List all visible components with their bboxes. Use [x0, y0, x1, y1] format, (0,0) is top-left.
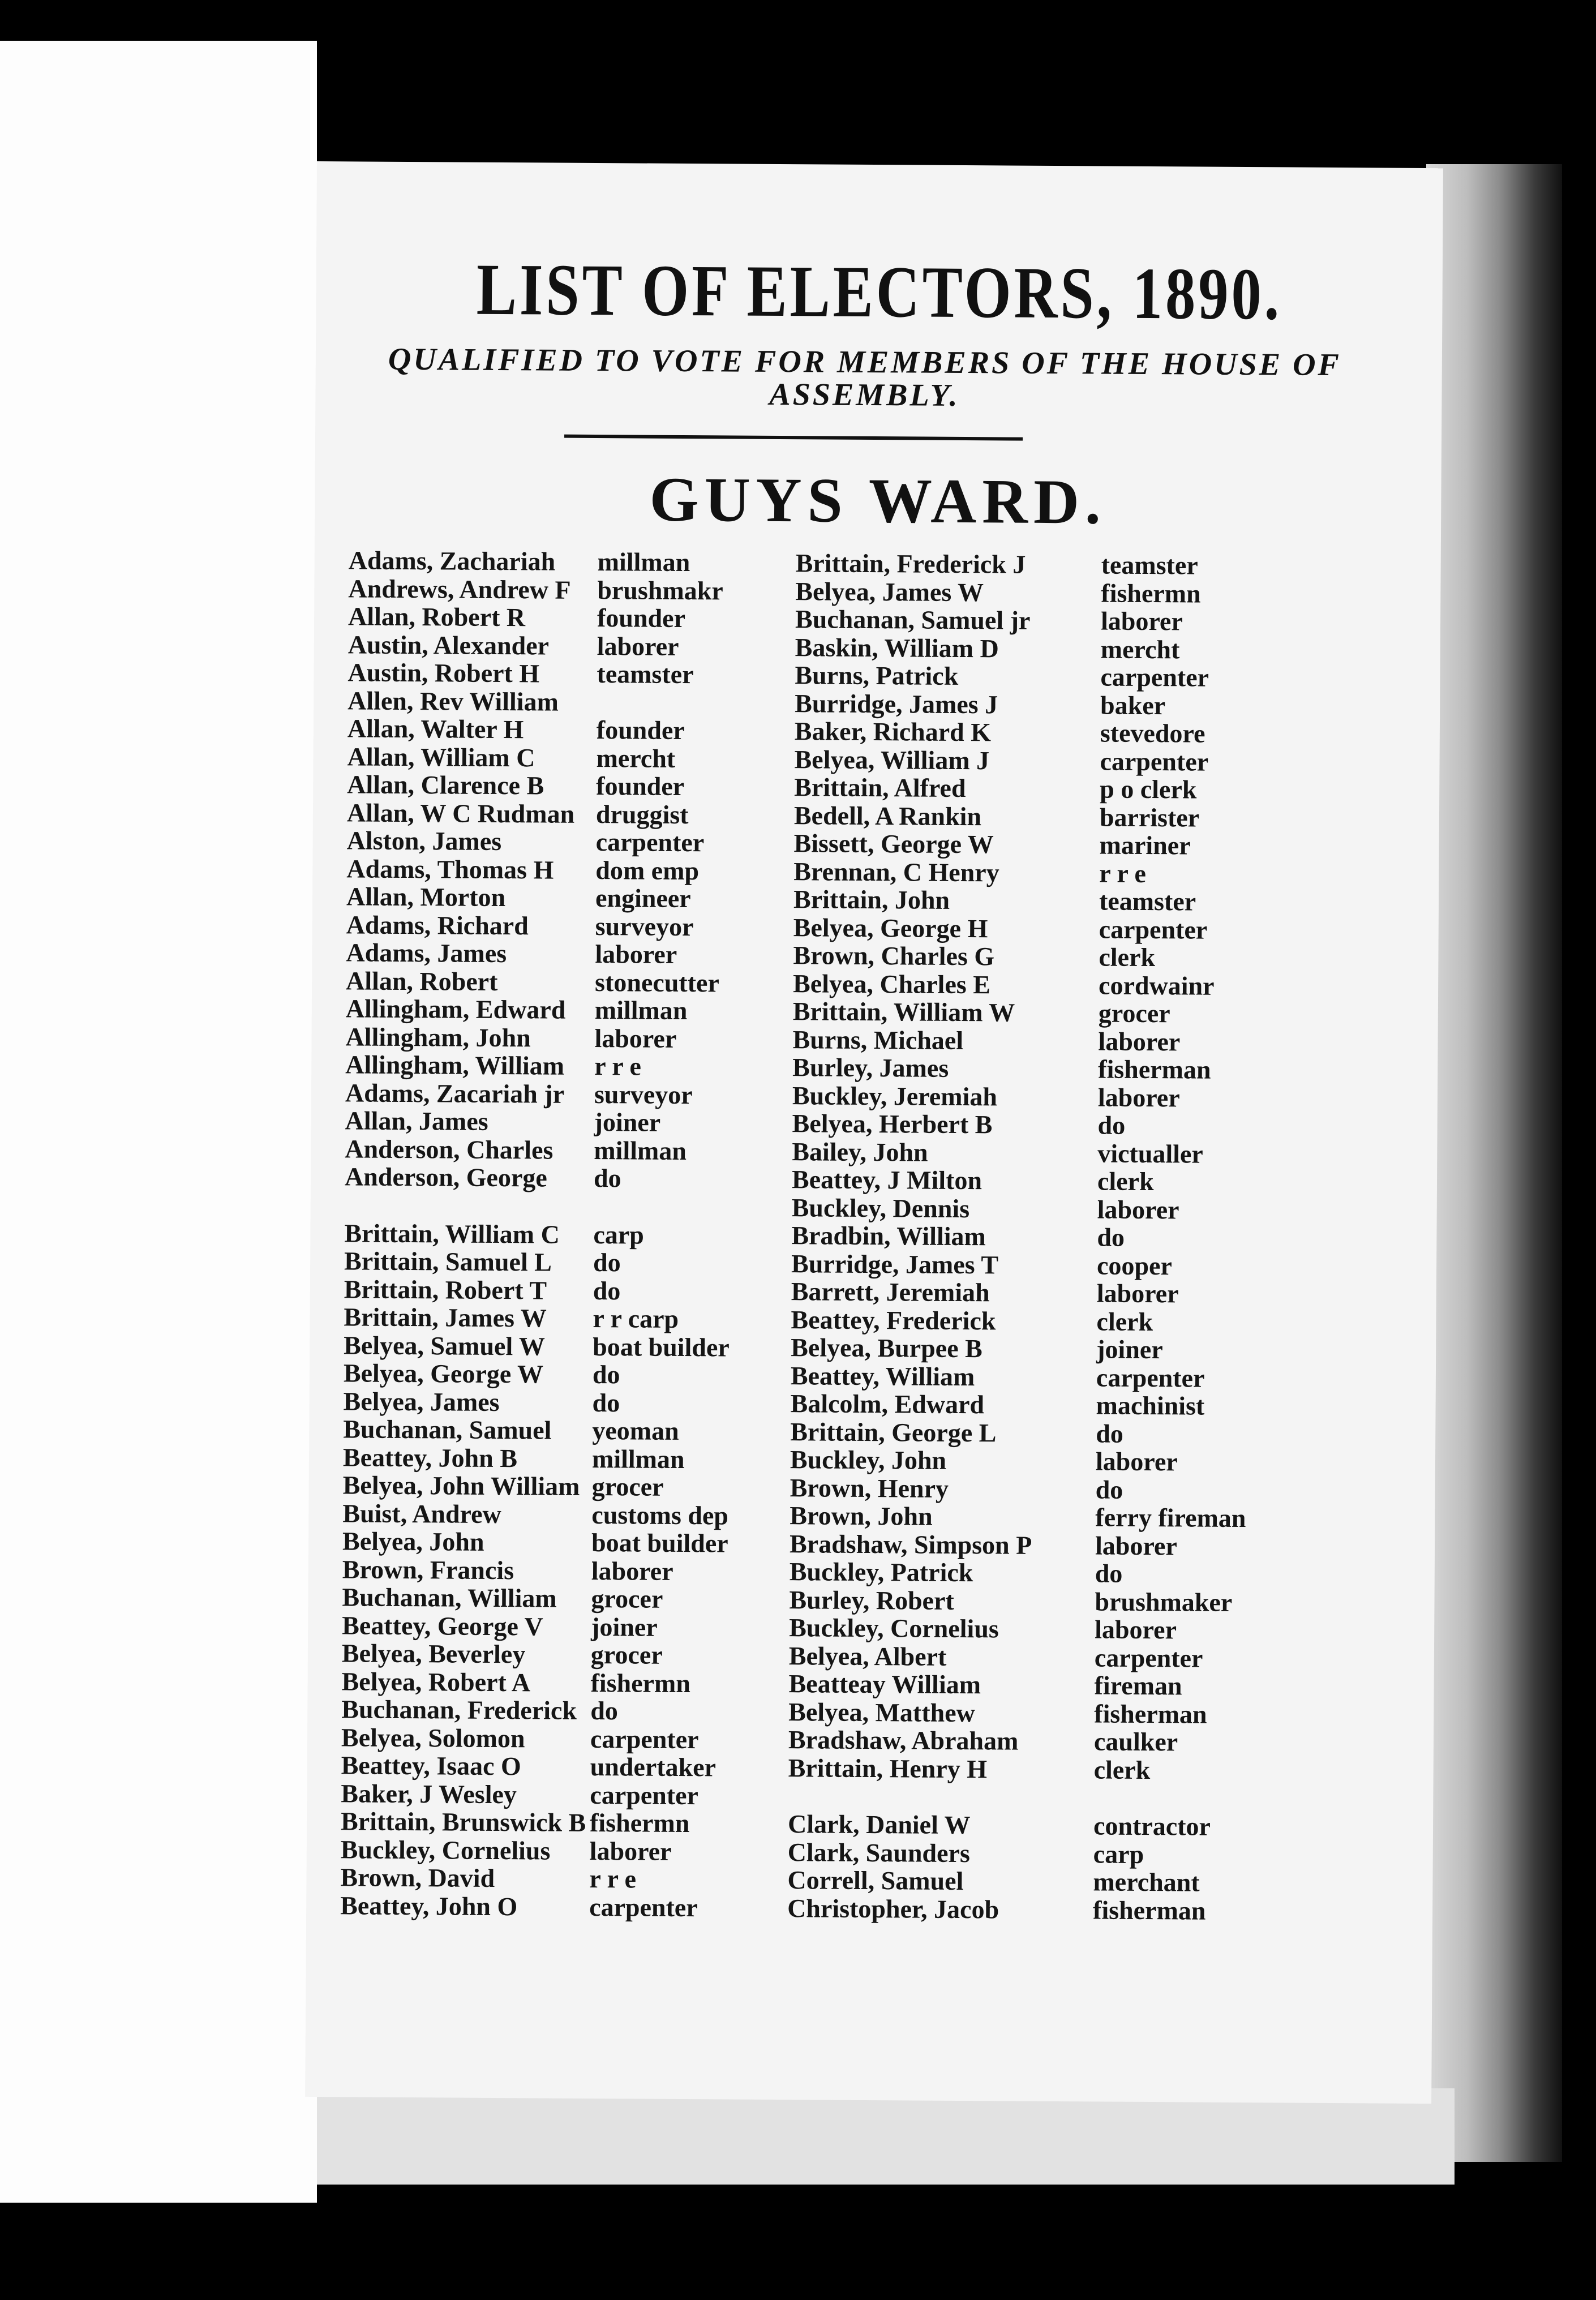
elector-name: Allan, Robert — [346, 966, 498, 996]
elector-entry — [795, 689, 1361, 721]
elector-occupation: fishermn — [590, 1668, 691, 1698]
elector-name: Burns, Patrick — [795, 660, 959, 690]
elector-name: Belyea, James — [343, 1386, 500, 1417]
elector-name: Allan, Clarence B — [347, 770, 544, 800]
ward-heading: GUYS WARD. — [649, 464, 1107, 538]
elector-entry — [791, 1221, 1357, 1253]
right-column — [787, 549, 1362, 1925]
elector-name: Anderson, George — [344, 1162, 547, 1192]
elector-occupation: laborer — [1097, 1194, 1179, 1224]
elector-occupation: cordwainr — [1098, 970, 1215, 1001]
elector-name: Adams, Richard — [346, 909, 529, 940]
elector-entry — [793, 885, 1359, 917]
elector-occupation: barrister — [1099, 802, 1200, 833]
elector-entry — [793, 913, 1359, 945]
elector-name: Bissett, George W — [793, 829, 994, 859]
elector-name: Burns, Michael — [792, 1024, 964, 1055]
elector-occupation: carp — [1093, 1839, 1144, 1869]
elector-name: Allan, James — [345, 1106, 488, 1136]
elector-occupation: do — [590, 1696, 619, 1726]
elector-name: Buist, Andrew — [342, 1498, 501, 1529]
elector-occupation: contractor — [1093, 1811, 1211, 1841]
elector-occupation: laborer — [589, 1836, 672, 1866]
elector-name: Balcolm, Edward — [790, 1389, 985, 1419]
elector-occupation: stonecutter — [594, 967, 720, 997]
elector-occupation: grocer — [591, 1584, 663, 1614]
elector-occupation: p o clerk — [1100, 774, 1197, 804]
elector-entry — [788, 1670, 1354, 1701]
elector-entry — [788, 1838, 1354, 1870]
elector-name: Christopher, Jacob — [787, 1893, 999, 1924]
elector-occupation: millman — [594, 995, 688, 1025]
elector-name: Belyea, Matthew — [788, 1697, 976, 1727]
elector-name: Belyea, John William — [342, 1470, 580, 1501]
page-edges — [1426, 164, 1562, 2162]
elector-name: Buchanan, Samuel jr — [795, 604, 1031, 635]
elector-name: Clark, Daniel W — [787, 1809, 971, 1840]
elector-occupation: joiner — [591, 1612, 658, 1642]
elector-occupation: laborer — [595, 939, 677, 969]
elector-name: Brittain, Henry H — [788, 1753, 988, 1783]
elector-occupation: fisherman — [1092, 1895, 1206, 1925]
elector-occupation: laborer — [1097, 1082, 1180, 1112]
elector-occupation: laborer — [1098, 1026, 1181, 1056]
elector-occupation: carpenter — [589, 1892, 698, 1922]
elector-name: Belyea, Herbert B — [792, 1109, 993, 1139]
elector-name: Bradshaw, Abraham — [788, 1725, 1019, 1756]
elector-name: Buchanan, Samuel — [343, 1414, 552, 1445]
elector-entry — [792, 1138, 1358, 1169]
elector-occupation: laborer — [1095, 1447, 1178, 1477]
elector-occupation: joiner — [594, 1108, 661, 1137]
elector-name: Brown, John — [790, 1501, 933, 1531]
elector-occupation: carpenter — [1099, 914, 1208, 945]
elector-occupation: mercht — [596, 743, 676, 773]
elector-name: Allingham, Edward — [345, 994, 566, 1024]
elector-name: Adams, Thomas H — [346, 853, 554, 885]
elector-occupation: surveyor — [594, 1079, 693, 1109]
elector-occupation: mercht — [1100, 634, 1180, 664]
elector-occupation: victualler — [1097, 1138, 1203, 1169]
elector-name: Buchanan, Frederick — [341, 1694, 577, 1725]
elector-name: Allan, Robert R — [347, 602, 526, 632]
elector-entry — [789, 1586, 1355, 1617]
elector-name: Buchanan, William — [342, 1582, 557, 1613]
elector-entry — [788, 1810, 1354, 1842]
elector-entry — [790, 1474, 1356, 1505]
elector-entry — [796, 549, 1362, 581]
elector-occupation: do — [593, 1164, 621, 1193]
elector-name: Brown, David — [340, 1863, 495, 1893]
elector-entry — [792, 1053, 1358, 1085]
elector-occupation: laborer — [1096, 1278, 1179, 1308]
elector-name: Buckley, John — [790, 1445, 947, 1475]
right-group-c — [787, 1810, 1354, 1925]
elector-name: Brown, Henry — [790, 1473, 949, 1503]
elector-entry — [792, 1025, 1358, 1057]
elector-name: Buckley, Patrick — [789, 1557, 973, 1587]
page-subtitle: QUALIFIED TO VOTE FOR MEMBERS OF THE HOUSE OF ASSEMBLY. — [388, 341, 1342, 413]
elector-occupation: boat builder — [591, 1528, 728, 1558]
elector-entry — [789, 1642, 1355, 1673]
elector-entry — [791, 1250, 1357, 1281]
elector-name: Belyea, Solomon — [341, 1722, 525, 1753]
elector-occupation: undertaker — [590, 1752, 717, 1782]
elector-name: Brittain, Samuel L — [344, 1246, 552, 1277]
elector-occupation: clerk — [1096, 1306, 1153, 1336]
elector-entry — [790, 1557, 1355, 1589]
elector-name: Correll, Samuel — [787, 1865, 964, 1896]
elector-occupation: teamster — [1099, 886, 1196, 916]
elector-name: Allan, W C Rudman — [346, 797, 575, 829]
elector-occupation: laborer — [594, 1023, 677, 1053]
elector-occupation: carp — [593, 1220, 645, 1250]
elector-name: Burley, Robert — [789, 1585, 954, 1615]
elector-occupation: stevedore — [1100, 718, 1205, 748]
elector-occupation: millman — [594, 1135, 687, 1165]
elector-entry — [795, 661, 1361, 693]
elector-entry — [795, 605, 1361, 637]
elector-name: Beattey, Frederick — [791, 1305, 996, 1335]
elector-name: Allan, Morton — [346, 882, 506, 912]
elector-name: Belyea, Burpee B — [791, 1333, 983, 1363]
elector-name: Allan, William C — [347, 741, 535, 772]
elector-name: Alston, James — [346, 826, 502, 856]
elector-name: Brennan, C Henry — [793, 856, 999, 887]
elector-entry — [791, 1362, 1357, 1393]
elector-occupation: merchant — [1093, 1867, 1200, 1897]
elector-name: Brown, Charles G — [793, 941, 995, 971]
elector-entry — [788, 1698, 1354, 1730]
elector-entry — [792, 1082, 1358, 1113]
elector-entry — [795, 633, 1361, 665]
elector-name: Clark, Saunders — [787, 1837, 970, 1868]
elector-occupation: brushmakr — [597, 575, 723, 605]
page-title: LIST OF ELECTORS, 1890. — [476, 248, 1282, 336]
elector-entry — [793, 969, 1359, 1001]
elector-entry — [795, 717, 1361, 749]
elector-entry — [787, 1866, 1353, 1898]
elector-entry — [790, 1445, 1356, 1477]
elector-name: Brittain, Frederick J — [795, 548, 1026, 579]
elector-name: Allen, Rev William — [347, 685, 559, 716]
elector-occupation: do — [593, 1276, 621, 1305]
elector-occupation: laborer — [1095, 1530, 1178, 1560]
elector-occupation: carpenter — [1096, 1362, 1205, 1393]
elector-name: Belyea, William J — [794, 744, 990, 775]
elector-occupation: do — [593, 1248, 621, 1277]
elector-name: Baskin, William D — [795, 632, 999, 663]
elector-occupation: dom emp — [595, 855, 700, 885]
elector-occupation: druggist — [595, 799, 689, 829]
elector-name: Brittain, James W — [344, 1302, 547, 1333]
elector-entry — [794, 773, 1360, 805]
elector-entry — [790, 1501, 1355, 1533]
elector-occupation: fishermn — [589, 1808, 690, 1838]
elector-entry — [787, 1894, 1353, 1926]
elector-name: Bradbin, William — [791, 1221, 986, 1251]
elector-name: Bradshaw, Simpson P — [789, 1529, 1032, 1560]
elector-name: Brittain, George L — [790, 1417, 997, 1447]
elector-name: Anderson, Charles — [345, 1134, 554, 1165]
elector-occupation: fishermn — [1101, 578, 1201, 608]
elector-occupation: caulker — [1093, 1727, 1178, 1757]
elector-occupation: clerk — [1093, 1754, 1151, 1784]
elector-name: Belyea, George W — [343, 1358, 544, 1389]
elector-name: Belyea, Albert — [788, 1641, 947, 1671]
elector-entry — [791, 1306, 1357, 1337]
elector-entry — [791, 1333, 1357, 1365]
elector-occupation: clerk — [1099, 942, 1156, 972]
elector-entry — [793, 941, 1359, 973]
elector-occupation: carpenter — [1100, 662, 1209, 692]
elector-name: Brittain, Alfred — [794, 773, 966, 803]
elector-name: Buckley, Cornelius — [789, 1613, 999, 1644]
elector-occupation: clerk — [1097, 1166, 1154, 1196]
elector-name: Brittain, John — [793, 885, 950, 915]
elector-name: Burridge, James J — [795, 688, 998, 719]
elector-occupation: founder — [596, 715, 685, 745]
elector-occupation: laborer — [597, 631, 679, 661]
elector-name: Burley, James — [792, 1053, 949, 1083]
elector-entry — [792, 1165, 1358, 1197]
elector-name: Beattey, John B — [342, 1442, 518, 1473]
elector-occupation: brushmaker — [1095, 1586, 1233, 1617]
elector-name: Buckley, Jeremiah — [792, 1080, 998, 1111]
title-rule — [564, 435, 1023, 441]
elector-occupation: teamster — [1101, 550, 1198, 580]
elector-name: Beattey, Isaac O — [341, 1750, 521, 1781]
elector-occupation: teamster — [597, 659, 694, 689]
elector-occupation: carpenter — [595, 827, 705, 857]
elector-occupation: fireman — [1094, 1671, 1182, 1701]
elector-occupation: do — [592, 1388, 620, 1417]
elector-entry — [794, 801, 1360, 833]
elector-occupation: ferry fireman — [1095, 1503, 1246, 1533]
elector-name: Belyea, Charles E — [792, 968, 991, 999]
elector-name: Baker, Richard K — [794, 716, 992, 747]
group-gap — [788, 1782, 1354, 1813]
elector-name: Belyea, Robert A — [341, 1666, 531, 1697]
elector-occupation: engineer — [595, 883, 691, 913]
elector-name: Adams, Zacariah jr — [345, 1078, 565, 1109]
elector-name: Belyea, James W — [795, 576, 984, 607]
elector-name: Brittain, Robert T — [344, 1274, 547, 1305]
elector-occupation: boat builder — [593, 1332, 730, 1362]
elector-entry — [794, 745, 1360, 777]
elector-entry — [794, 829, 1360, 861]
elector-name: Belyea, John — [342, 1526, 484, 1556]
elector-occupation: founder — [596, 771, 685, 801]
elector-occupation: r r e — [1099, 858, 1147, 888]
blank-facing-page — [0, 41, 317, 2203]
elector-occupation: fisherman — [1098, 1054, 1211, 1084]
elector-name: Beatteay William — [788, 1669, 981, 1700]
elector-name: Brittain, Brunswick B — [340, 1806, 586, 1837]
elector-name: Belyea, Samuel W — [344, 1330, 546, 1361]
elector-name: Adams, James — [346, 938, 507, 968]
elector-entry — [791, 1277, 1357, 1309]
elector-occupation: founder — [597, 603, 686, 633]
elector-occupation: millman — [591, 1444, 685, 1474]
elector-occupation: laborer — [1100, 606, 1183, 636]
elector-name: Bailey, John — [792, 1136, 928, 1167]
elector-name: Brittain, William W — [792, 997, 1015, 1027]
elector-occupation: mariner — [1099, 830, 1191, 860]
elector-name: Baker, J Wesley — [341, 1778, 517, 1809]
elector-name: Beattey, J Milton — [791, 1165, 983, 1195]
elector-name: Austin, Robert H — [347, 658, 540, 688]
elector-name: Beattey, William — [790, 1361, 975, 1391]
elector-entry — [788, 1754, 1354, 1786]
elector-occupation: do — [1095, 1474, 1123, 1504]
elector-name: Belyea, George H — [793, 912, 988, 943]
elector-entry — [788, 1726, 1354, 1757]
elector-entry — [790, 1418, 1356, 1449]
elector-name: Bedell, A Rankin — [793, 800, 982, 831]
elector-occupation: r r e — [594, 1052, 641, 1081]
elector-occupation: do — [592, 1360, 620, 1389]
elector-occupation: laborer — [591, 1556, 673, 1586]
elector-occupation: surveyor — [595, 911, 694, 941]
elector-entry — [790, 1530, 1355, 1561]
elector-occupation: laborer — [1095, 1615, 1177, 1645]
elector-occupation: cooper — [1096, 1250, 1173, 1280]
elector-occupation: machinist — [1096, 1391, 1205, 1421]
elector-name: Buckley, Dennis — [791, 1192, 970, 1223]
elector-occupation: grocer — [1098, 998, 1170, 1028]
elector-occupation: millman — [597, 547, 690, 577]
elector-name: Burridge, James T — [791, 1248, 999, 1279]
elector-entry — [792, 1109, 1358, 1141]
elector-occupation: r r carp — [593, 1304, 679, 1333]
elector-occupation: do — [1096, 1418, 1124, 1448]
elector-occupation: r r e — [589, 1864, 637, 1894]
elector-occupation: yeoman — [592, 1416, 679, 1445]
elector-entry — [792, 1194, 1358, 1225]
elector-entry — [793, 857, 1359, 889]
elector-occupation: carpenter — [1094, 1642, 1203, 1673]
elector-name: Andrews, Andrew F — [348, 573, 571, 604]
right-group-b — [788, 549, 1362, 1785]
elector-name: Barrett, Jeremiah — [791, 1277, 990, 1307]
document-page — [305, 161, 1443, 2104]
elector-name: Allan, Walter H — [347, 714, 524, 744]
elector-name: Beattey, John O — [340, 1890, 518, 1921]
elector-occupation: baker — [1100, 690, 1166, 720]
elector-occupation: do — [1097, 1110, 1126, 1140]
elector-occupation: carpenter — [1100, 746, 1209, 776]
elector-name: Austin, Alexander — [347, 629, 550, 660]
elector-name: Adams, Zachariah — [348, 546, 556, 576]
elector-name: Belyea, Beverley — [341, 1638, 526, 1669]
elector-occupation: customs dep — [591, 1500, 729, 1530]
elector-occupation: carpenter — [590, 1724, 699, 1754]
elector-name: Beattey, George V — [342, 1610, 543, 1641]
elector-entry — [795, 577, 1361, 609]
elector-name: Brown, Francis — [342, 1554, 514, 1585]
elector-occupation: fisherman — [1094, 1698, 1207, 1729]
elector-name: Allingham, John — [345, 1022, 531, 1052]
elector-occupation: do — [1097, 1222, 1125, 1252]
elector-name: Buckley, Cornelius — [340, 1834, 551, 1865]
elector-name: Brittain, William C — [344, 1218, 560, 1249]
elector-occupation: grocer — [591, 1472, 664, 1501]
elector-entry — [790, 1389, 1356, 1421]
elector-occupation: grocer — [590, 1640, 663, 1670]
elector-entry — [793, 997, 1359, 1029]
elector-occupation: joiner — [1096, 1334, 1163, 1364]
elector-occupation: carpenter — [590, 1780, 699, 1810]
elector-entry — [789, 1614, 1355, 1645]
elector-name: Allingham, William — [345, 1050, 565, 1080]
elector-occupation: do — [1095, 1559, 1123, 1588]
